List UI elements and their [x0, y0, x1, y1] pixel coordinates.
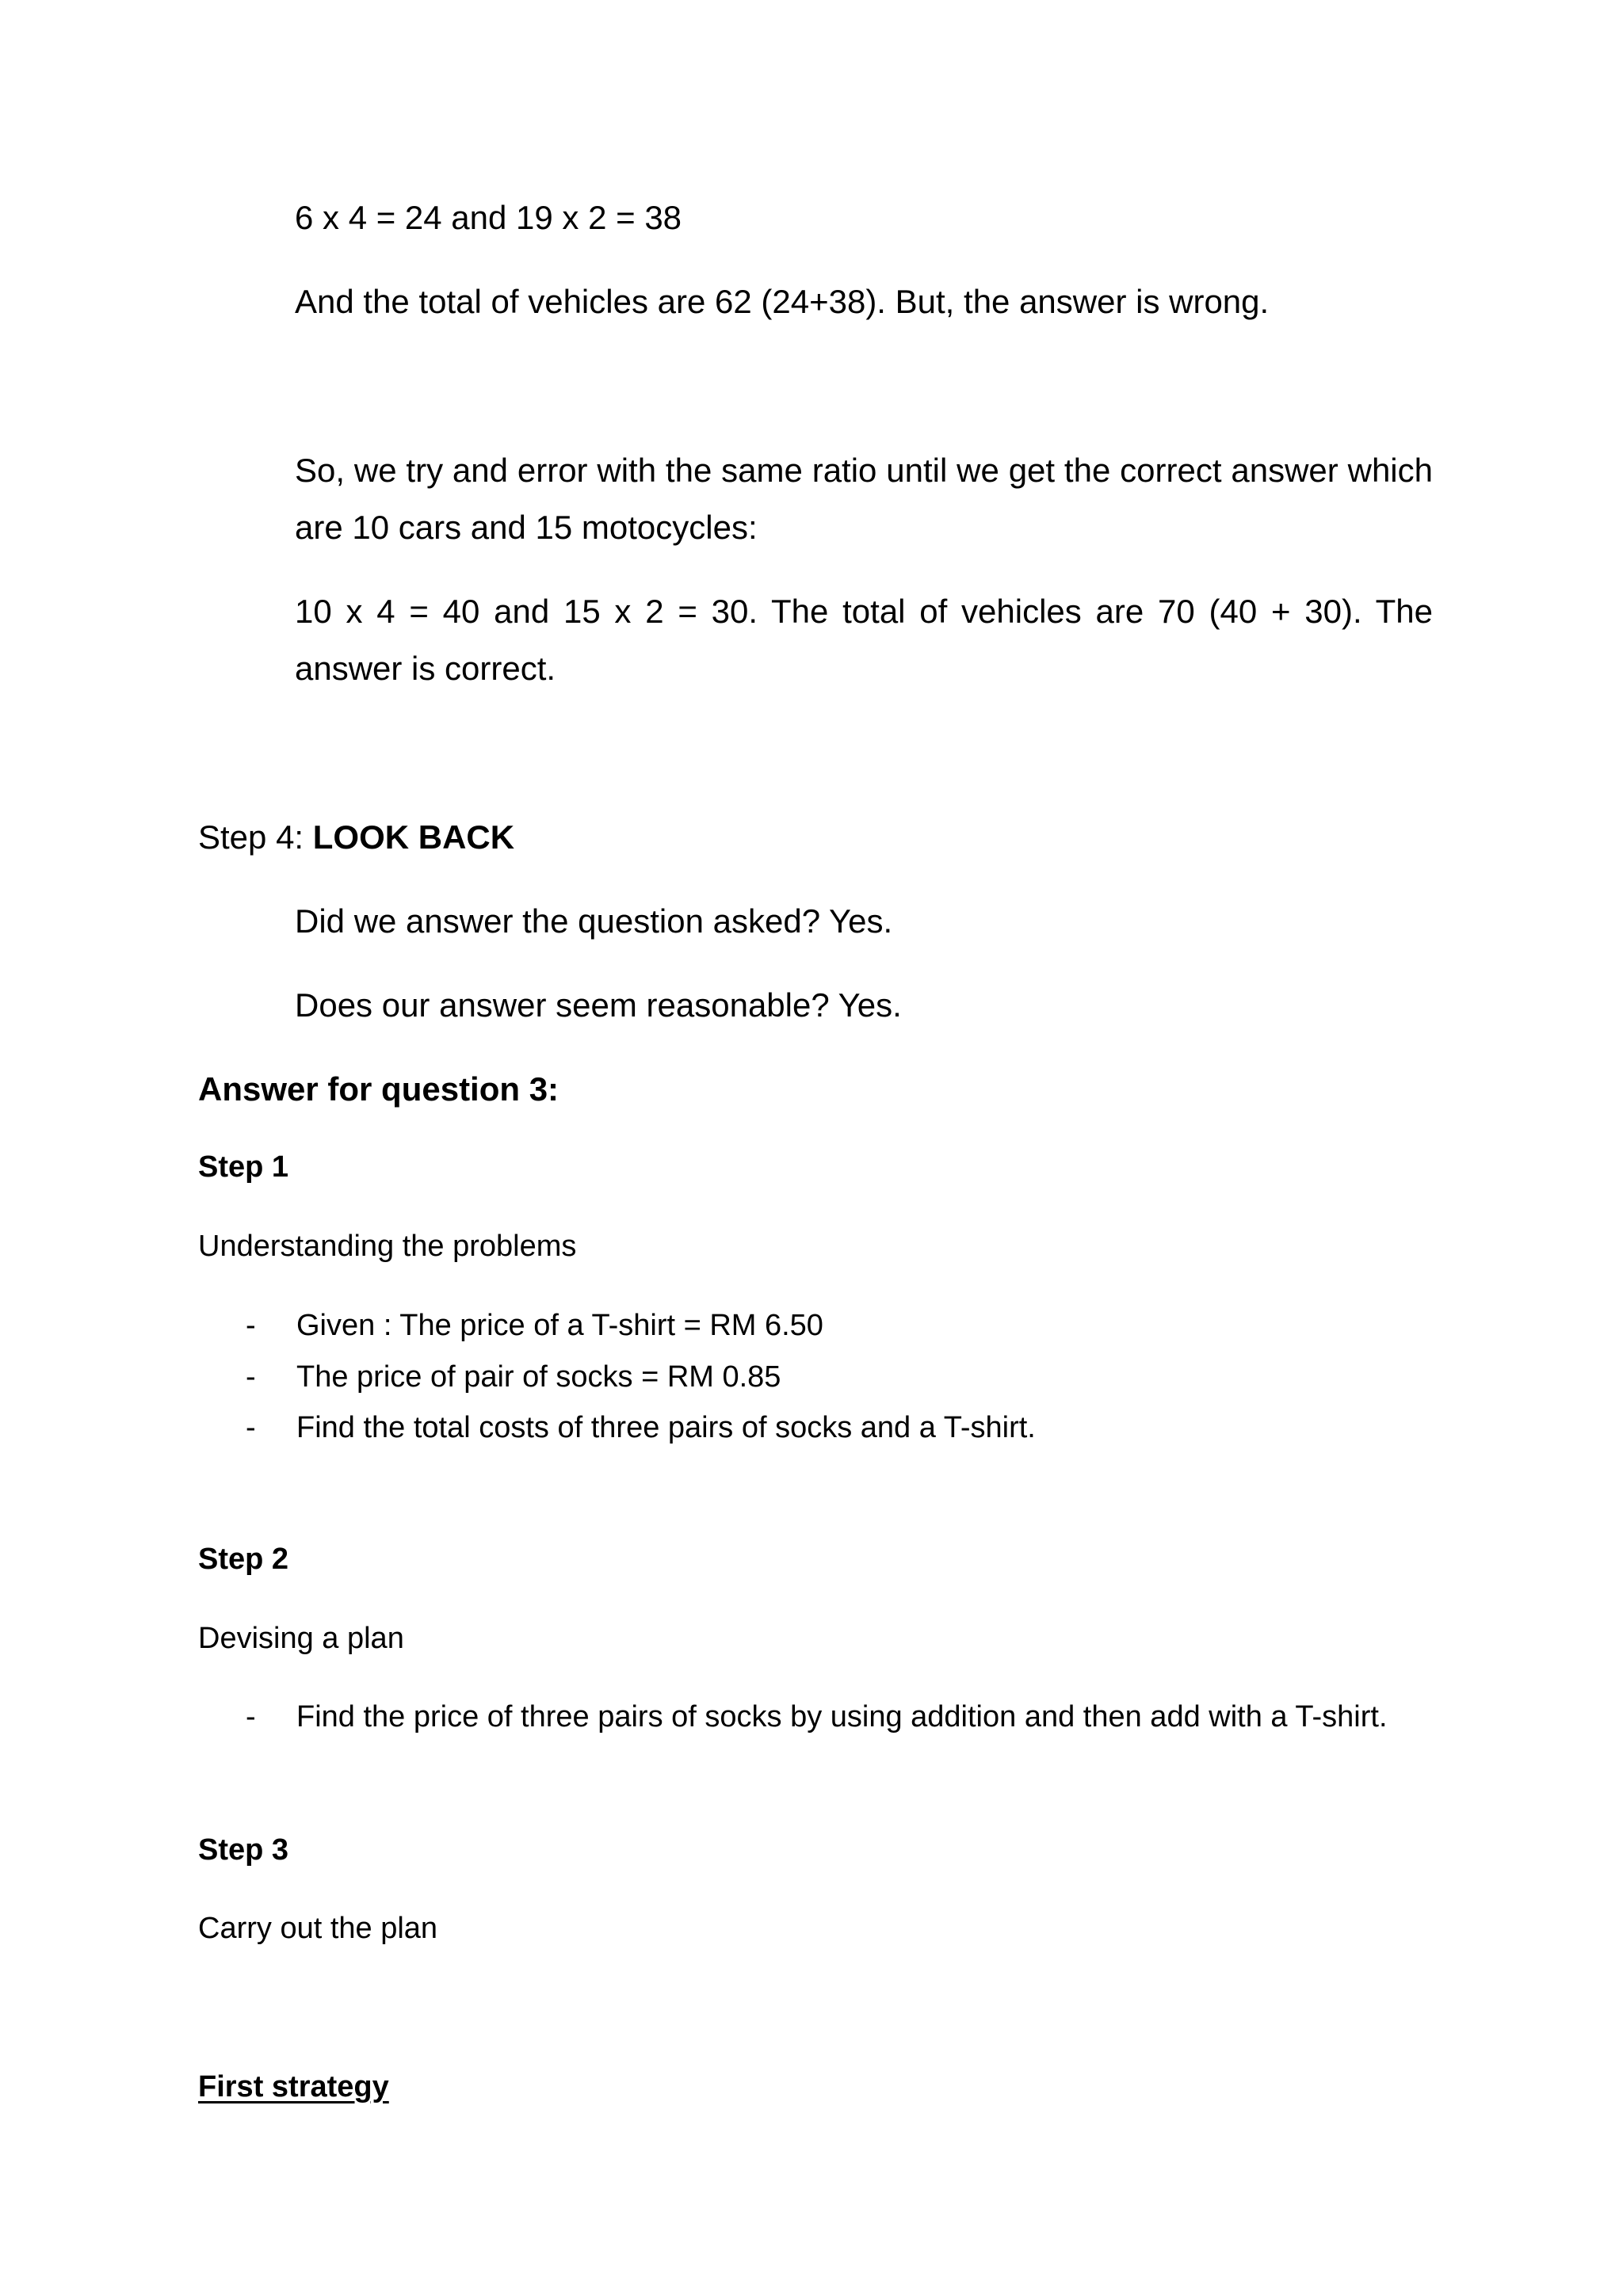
list-item [246, 1357, 781, 1397]
list-item-text: Given : The price of a T-shirt = RM 6.50 [296, 1309, 823, 1342]
bullet-dash: - [246, 1360, 256, 1394]
correct-answer-line-1: 10 x 4 = 40 and 15 x 2 = 30. The total of vehicles are 70 (40 + 30). The [295, 593, 1433, 630]
step4-heading [198, 809, 514, 866]
step4-prefix: Step 4: [198, 818, 313, 856]
trial-error-line-1: So, we try and error with the same ratio until we get the correct answer which [295, 452, 1433, 489]
list-item [246, 1306, 823, 1345]
step4-title: LOOK BACK [312, 818, 515, 856]
list-item-text: Find the price of three pairs of socks by using addition and then add with a T-shirt. [296, 1700, 1388, 1733]
bullet-dash: - [246, 1411, 256, 1444]
step4-question-1: Did we answer the question asked? Yes. [295, 902, 893, 940]
calc-line-2: And the total of vehicles are 62 (24+38). But, the answer is wrong. [295, 283, 1270, 320]
list-item [246, 1697, 1388, 1737]
list-item-text: Find the total costs of three pairs of socks and a T-shirt. [296, 1411, 1036, 1444]
first-strategy-heading: First strategy [198, 2070, 389, 2103]
step4-question-2: Does our answer seem reasonable? Yes. [295, 986, 902, 1024]
step2-label: Step 2 [198, 1543, 289, 1576]
step1-label: Step 1 [198, 1150, 289, 1184]
step2-subtitle: Devising a plan [198, 1622, 404, 1655]
step3-subtitle: Carry out the plan [198, 1912, 438, 1945]
list-item-text: The price of pair of socks = RM 0.85 [296, 1360, 781, 1394]
correct-answer-line-2: answer is correct. [295, 650, 556, 687]
calc-line-1: 6 x 4 = 24 and 19 x 2 = 38 [295, 199, 682, 236]
bullet-dash: - [246, 1309, 256, 1342]
list-item [246, 1408, 1036, 1447]
answer3-heading: Answer for question 3: [198, 1070, 559, 1108]
trial-error-line-2: are 10 cars and 15 motocycles: [295, 509, 758, 546]
step3-label: Step 3 [198, 1833, 289, 1867]
step1-subtitle: Understanding the problems [198, 1230, 577, 1263]
bullet-dash: - [246, 1700, 256, 1733]
